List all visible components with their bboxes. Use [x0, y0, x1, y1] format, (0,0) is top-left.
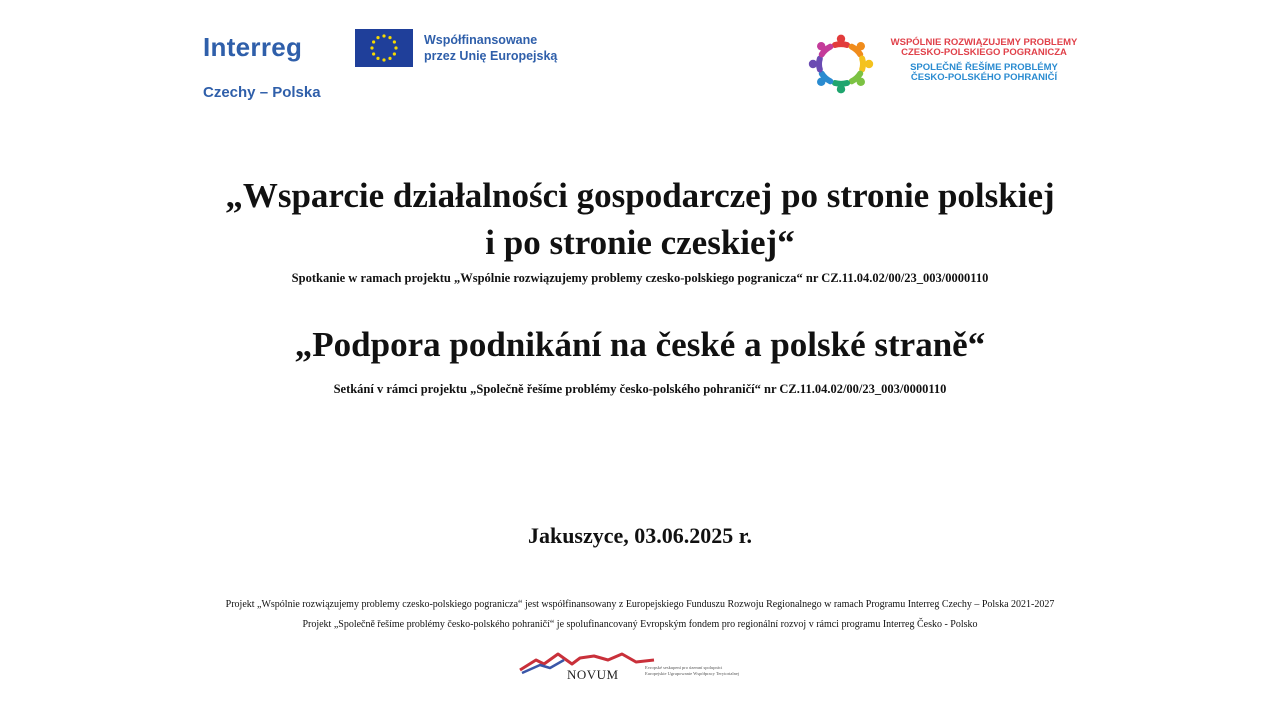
- project-logo-cz-line1: SPOLEČNĚ ŘEŠÍME PROBLÉMY: [910, 62, 1058, 73]
- novum-description-line2: Europejskie Ugrupowanie Współpracy Terytorialnej: [645, 671, 740, 676]
- eu-cofinanced-line2: przez Unię Europejską: [424, 49, 558, 63]
- novum-description-line1: Evropské seskupení pro územní spolupráci: [645, 665, 723, 670]
- title-czech: „Podpora podnikání na české a polské straně“: [294, 325, 986, 364]
- subtitle-czech: Setkání v rámci projektu „Společně řešíme problémy česko-polského pohraničí“ nr CZ.11.04.02/00/23_003/0000110: [333, 382, 947, 396]
- project-logo-pl-line2: CZESKO-POLSKIEGO POGRANICZA: [901, 47, 1067, 58]
- eu-star: [370, 46, 373, 49]
- interreg-program-name: Czechy – Polska: [203, 84, 321, 101]
- eu-flag-icon: [355, 29, 413, 67]
- eu-cofinanced-line1: Współfinansowane: [424, 33, 538, 47]
- project-logo-text-cz: [884, 63, 1084, 83]
- person-body: [862, 59, 863, 70]
- footer-funding-czech: Projekt „Společně řešíme problémy česko-polského pohraničí“ je spolufinancovaný Evropským fondem pro regionální rozvoj v rámci programu Interreg Česko - Polsko: [302, 619, 978, 630]
- eu-star: [394, 46, 397, 49]
- place-and-date: Jakuszyce, 03.06.2025 r.: [527, 523, 753, 548]
- person-head: [865, 60, 873, 68]
- interreg-logo-text: Interreg: [203, 32, 303, 62]
- project-logo-text-pl: [884, 38, 1084, 58]
- eu-star: [372, 40, 375, 43]
- project-logo-cz-line2: ČESKO-POLSKÉHO POHRANIČÍ: [910, 72, 1058, 83]
- project-logo-pl-line1: WSPÓLNIE ROZWIĄZUJEMY PROBLEMY: [890, 37, 1078, 48]
- footer-funding-polish: Projekt „Wspólnie rozwiązujemy problemy czesko-polskiego pogranicza“ jest współfinansowany z Europejskiego Funduszu Rozwoju Regionalnego w ramach Programu Interreg Czechy – Polska 2021-2027: [225, 599, 1055, 610]
- title-polish-line2: i po stronie czeskiej“: [485, 223, 795, 262]
- eu-star: [382, 34, 385, 37]
- eu-star: [388, 36, 391, 39]
- novum-description: [645, 665, 785, 677]
- novum-logo-text: NOVUM: [567, 667, 619, 682]
- eu-star: [388, 57, 391, 60]
- eu-star: [376, 57, 379, 60]
- title-polish-line1: „Wsparcie działalności gospodarczej po stronie polskiej: [225, 176, 1055, 215]
- person-body: [835, 44, 847, 45]
- eu-star: [376, 36, 379, 39]
- eu-star: [393, 52, 396, 55]
- person-body: [819, 59, 820, 70]
- eu-star: [372, 52, 375, 55]
- eu-star: [393, 40, 396, 43]
- person-head: [809, 60, 817, 68]
- subtitle-polish: Spotkanie w ramach projektu „Wspólnie rozwiązujemy problemy czesko-polskiego pogranicza“ nr CZ.11.04.02/00/23_003/0000110: [291, 271, 989, 285]
- eu-cofinanced-text: [424, 32, 557, 64]
- people-circle-icon: [798, 28, 884, 96]
- person-body: [835, 83, 847, 84]
- eu-star: [382, 58, 385, 61]
